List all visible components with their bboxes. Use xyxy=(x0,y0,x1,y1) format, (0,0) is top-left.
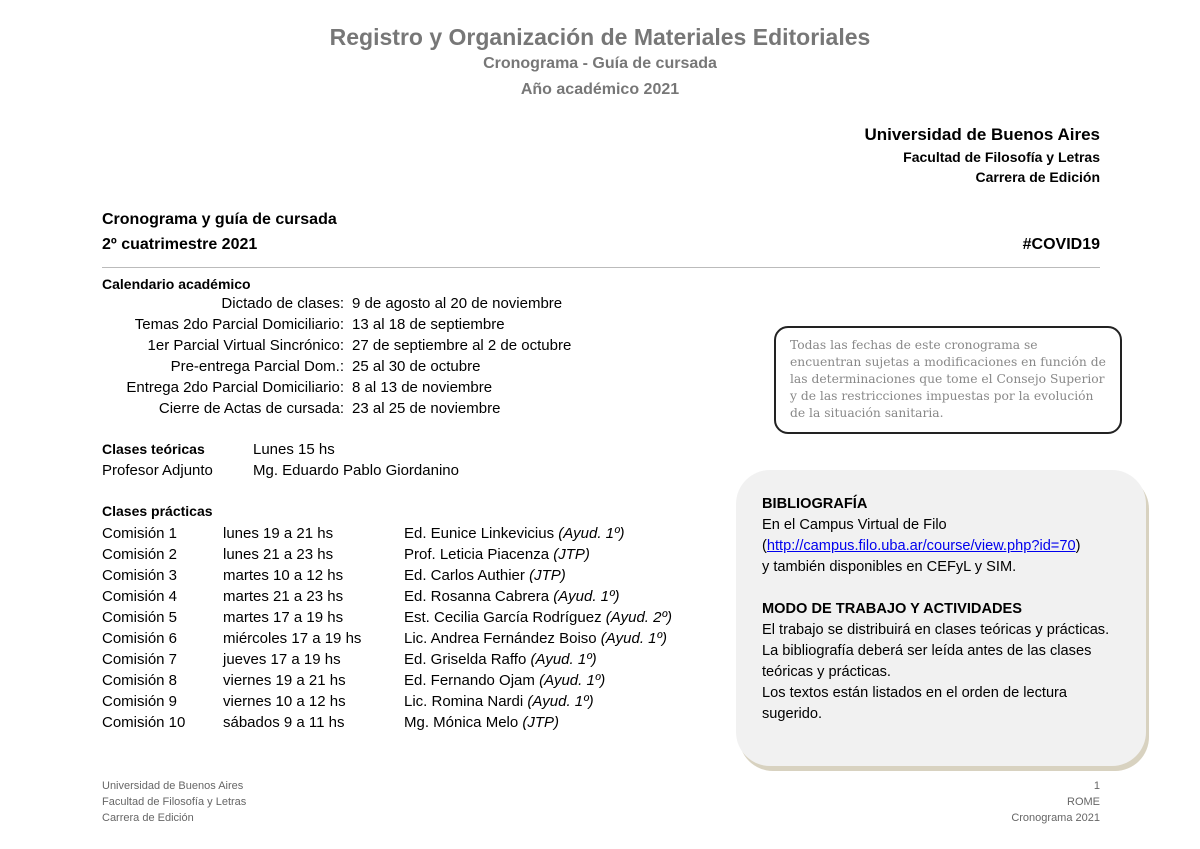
commission-name: Comisión 9 xyxy=(102,693,178,710)
commission-teacher: Prof. Leticia Piacenza xyxy=(404,546,550,563)
commission-teacher-cell xyxy=(404,609,672,626)
university-name: Universidad de Buenos Aires xyxy=(864,125,1100,144)
commission-teacher: Ed. Griselda Raffo xyxy=(404,651,527,668)
commission-time: sábados 9 a 11 hs xyxy=(223,714,345,731)
work-line2: La bibliografía deberá ser leída antes de las clases teóricas y prácticas. xyxy=(762,643,1092,680)
calendar-row-label: Temas 2do Parcial Domiciliario: xyxy=(134,316,344,333)
footer-faculty: Facultad de Filosofía y Letras xyxy=(102,796,247,808)
commission-name: Comisión 3 xyxy=(102,567,178,584)
footer-university: Universidad de Buenos Aires xyxy=(102,780,244,792)
commission-teacher-cell xyxy=(404,672,605,689)
calendar-title: Calendario académico xyxy=(102,276,251,292)
footer-code: ROME xyxy=(1067,796,1100,808)
work-line3: Los textos están listados en el orden de lectura sugerido. xyxy=(762,685,1068,722)
commission-teacher: Ed. Eunice Linkevicius xyxy=(404,525,555,542)
bibliography-title: BIBLIOGRAFÍA xyxy=(762,496,868,512)
commission-teacher-cell xyxy=(404,714,559,731)
campus-link[interactable]: http://campus.filo.uba.ar/course/view.php?id=70 xyxy=(766,538,1076,554)
commission-row xyxy=(102,693,742,714)
commission-role: (JTP) xyxy=(553,546,590,563)
calendar-row xyxy=(102,358,602,379)
commission-teacher-cell xyxy=(404,525,624,542)
theory-schedule: Lunes 15 hs xyxy=(253,441,335,458)
commission-name: Comisión 5 xyxy=(102,609,178,626)
commission-teacher-cell xyxy=(404,630,667,647)
calendar-row-value: 25 al 30 de octubre xyxy=(352,358,481,375)
commission-name: Comisión 6 xyxy=(102,630,178,647)
calendar-row-label: Cierre de Actas de cursada: xyxy=(158,400,344,417)
commission-role: (Ayud. 1º) xyxy=(527,693,594,710)
commission-teacher-cell xyxy=(404,588,619,605)
commission-role: (Ayud. 1º) xyxy=(558,525,625,542)
footer-career: Carrera de Edición xyxy=(102,812,194,824)
calendar-row-value: 13 al 18 de septiembre xyxy=(352,316,505,333)
calendar-row-value: 8 al 13 de noviembre xyxy=(352,379,493,396)
calendar-row-label: 1er Parcial Virtual Sincrónico: xyxy=(147,337,344,354)
commission-time: martes 17 a 19 hs xyxy=(223,609,344,626)
calendar-row xyxy=(102,295,602,316)
bibliography-link-line xyxy=(762,536,1120,557)
section-heading: Cronograma y guía de cursada xyxy=(102,211,337,228)
paren-open: ( xyxy=(762,538,767,554)
commission-time: miércoles 17 a 19 hs xyxy=(223,630,362,647)
footer-doc: Cronograma 2021 xyxy=(1011,812,1100,824)
commission-time: lunes 19 a 21 hs xyxy=(223,525,334,542)
commission-teacher: Ed. Fernando Ojam xyxy=(404,672,535,689)
commission-teacher-cell xyxy=(404,546,590,563)
calendar-row-value: 23 al 25 de noviembre xyxy=(352,400,501,417)
commission-teacher: Lic. Romina Nardi xyxy=(404,693,524,710)
calendar-row-label: Pre-entrega Parcial Dom.: xyxy=(170,358,344,375)
commission-name: Comisión 4 xyxy=(102,588,178,605)
commission-row xyxy=(102,714,742,735)
commission-row xyxy=(102,609,742,630)
commission-row xyxy=(102,588,742,609)
commission-name: Comisión 1 xyxy=(102,525,178,542)
calendar-row xyxy=(102,400,602,421)
theory-label: Clases teóricas xyxy=(102,441,205,457)
work-line1: El trabajo se distribuirá en clases teóricas y prácticas. xyxy=(762,622,1110,638)
calendar-row-value: 27 de septiembre al 2 de octubre xyxy=(352,337,572,354)
career-name: Carrera de Edición xyxy=(975,169,1100,185)
commission-teacher: Lic. Andrea Fernández Boiso xyxy=(404,630,597,647)
page-number: 1 xyxy=(1093,780,1100,792)
bibliography-box xyxy=(736,470,1146,766)
commission-role: (Ayud. 2º) xyxy=(605,609,672,626)
work-title: MODO DE TRABAJO Y ACTIVIDADES xyxy=(762,601,1023,617)
commission-name: Comisión 10 xyxy=(102,714,186,731)
commission-teacher: Est. Cecilia García Rodríguez xyxy=(404,609,602,626)
commission-row xyxy=(102,651,742,672)
commission-row xyxy=(102,567,742,588)
commission-role: (Ayud. 1º) xyxy=(539,672,606,689)
commission-row xyxy=(102,630,742,651)
paren-close: ) xyxy=(1075,538,1081,554)
commission-teacher: Ed. Rosanna Cabrera xyxy=(404,588,550,605)
commission-name: Comisión 7 xyxy=(102,651,178,668)
academic-year: Año académico 2021 xyxy=(520,81,680,98)
divider xyxy=(102,267,1100,268)
bibliography-line3: y también disponibles en CEFyL y SIM. xyxy=(762,559,1017,575)
commission-time: jueves 17 a 19 hs xyxy=(223,651,341,668)
commission-row xyxy=(102,525,742,546)
calendar-row-label: Entrega 2do Parcial Domiciliario: xyxy=(126,379,344,396)
commission-time: lunes 21 a 23 hs xyxy=(223,546,334,563)
faculty-name: Facultad de Filosofía y Letras xyxy=(903,149,1100,165)
term-heading: 2º cuatrimestre 2021 xyxy=(102,236,258,253)
calendar-row-value: 9 de agosto al 20 de noviembre xyxy=(352,295,563,312)
commission-teacher-cell xyxy=(404,567,566,584)
calendar-row xyxy=(102,337,602,358)
commission-time: martes 21 a 23 hs xyxy=(223,588,344,605)
document-title: Registro y Organización de Materiales Editoriales xyxy=(329,24,871,50)
disclaimer-note: Todas las fechas de este cronograma se encuentran sujetas a modificaciones en función de las determinaciones que tome el Consejo Superior y de las restricciones impuestas por la evolución de la situación sanitaria. xyxy=(774,326,1122,434)
covid-tag: #COVID19 xyxy=(1022,236,1100,253)
commission-teacher-cell xyxy=(404,651,597,668)
commission-row xyxy=(102,672,742,693)
commission-role: (JTP) xyxy=(529,567,566,584)
commission-role: (Ayud. 1º) xyxy=(530,651,597,668)
commission-teacher-cell xyxy=(404,693,594,710)
bibliography-line1: En el Campus Virtual de Filo xyxy=(762,517,947,533)
commission-time: viernes 19 a 21 hs xyxy=(223,672,346,689)
document-subtitle: Cronograma - Guía de cursada xyxy=(483,55,717,72)
commission-teacher: Mg. Mónica Melo xyxy=(404,714,519,731)
commission-time: viernes 10 a 12 hs xyxy=(223,693,346,710)
commission-role: (Ayud. 1º) xyxy=(553,588,620,605)
commission-time: martes 10 a 12 hs xyxy=(223,567,344,584)
commission-row xyxy=(102,546,742,567)
calendar-row-label: Dictado de clases: xyxy=(221,295,344,312)
commission-role: (JTP) xyxy=(522,714,560,731)
commission-name: Comisión 8 xyxy=(102,672,178,689)
professor-label: Profesor Adjunto xyxy=(102,462,213,479)
commission-teacher: Ed. Carlos Authier xyxy=(404,567,525,584)
practice-title: Clases prácticas xyxy=(102,503,213,519)
calendar-row xyxy=(102,379,602,400)
calendar-row xyxy=(102,316,602,337)
professor-name: Mg. Eduardo Pablo Giordanino xyxy=(253,462,459,479)
commission-name: Comisión 2 xyxy=(102,546,178,563)
commission-role: (Ayud. 1º) xyxy=(600,630,668,647)
